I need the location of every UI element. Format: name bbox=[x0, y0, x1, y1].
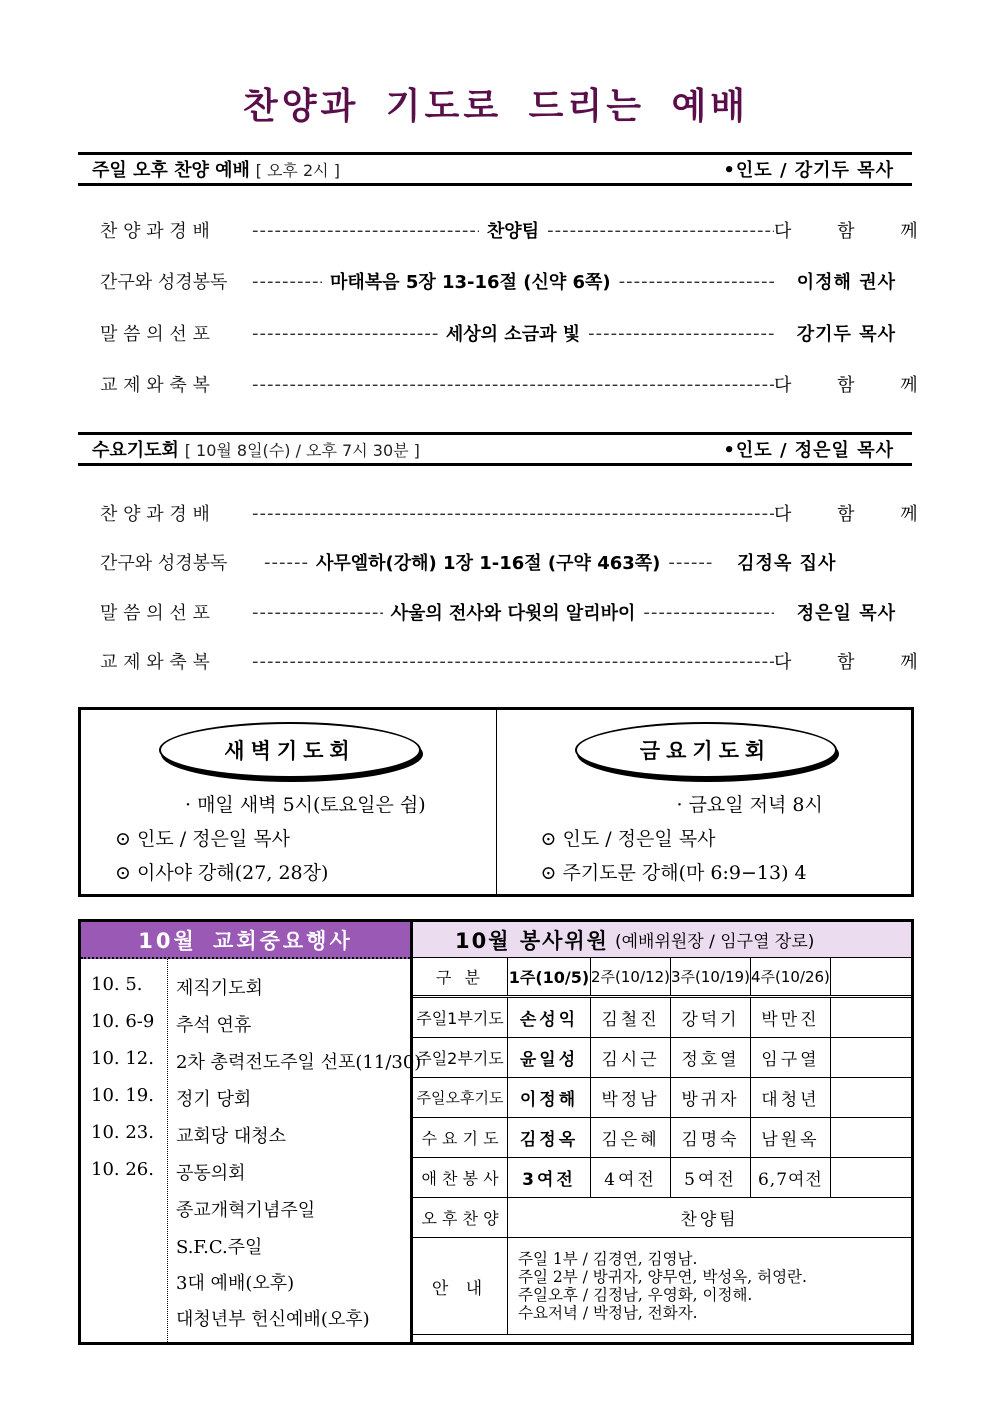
event-text: 대청년부 헌신예배(오후) bbox=[176, 1309, 370, 1330]
table-row bbox=[413, 1198, 911, 1238]
event-date: 10. 5. bbox=[91, 974, 143, 995]
table-header-row bbox=[413, 958, 911, 997]
leader-dots bbox=[252, 503, 774, 524]
order-person: 이정해 권사 bbox=[796, 272, 896, 293]
volunteer-cell: 박정남 bbox=[591, 1078, 671, 1118]
order-person: 다 함 께 bbox=[774, 375, 938, 396]
column-header: 4주(10/26) bbox=[750, 958, 830, 997]
column-header: 1주(10/5) bbox=[508, 958, 591, 997]
volunteer-cell: 이정해 bbox=[508, 1078, 591, 1118]
friday-prayer-item: ⊙ 주기도문 강해(마 6:9−13) 4 bbox=[540, 862, 807, 884]
volunteer-cell: 6,7여전 bbox=[750, 1158, 830, 1198]
volunteer-cell bbox=[830, 1118, 911, 1158]
event-text: 3대 예배(오후) bbox=[176, 1273, 295, 1294]
dawn-prayer-item: ⊙ 인도 / 정은일 목사 bbox=[115, 828, 290, 850]
volunteer-cell: 3여전 bbox=[508, 1158, 591, 1198]
volunteer-cell bbox=[830, 1158, 911, 1198]
volunteer-cell: 임구열 bbox=[750, 1038, 830, 1078]
friday-prayer-item: ⊙ 인도 / 정은일 목사 bbox=[540, 828, 716, 850]
event-date: 10. 26. bbox=[91, 1159, 154, 1180]
table-row bbox=[413, 1038, 911, 1078]
leader-dots bbox=[547, 220, 774, 241]
event-text: 공동의회 bbox=[176, 1163, 246, 1184]
event-text: 제직기도회 bbox=[176, 978, 263, 999]
column-header: 2주(10/12) bbox=[591, 958, 671, 997]
order-row bbox=[100, 266, 896, 296]
volunteer-cell: 찬양팀 bbox=[508, 1198, 912, 1238]
order-label: 찬 양 과 경 배 bbox=[100, 504, 210, 525]
volunteer-cell: 강덕기 bbox=[670, 997, 750, 1038]
leader-dots bbox=[252, 323, 438, 344]
leader-dots bbox=[643, 602, 774, 623]
table-row bbox=[413, 1078, 911, 1118]
role-cell: 애 찬 봉 사 bbox=[413, 1158, 508, 1198]
event-text: 종교개혁기념주일 bbox=[176, 1200, 316, 1221]
order-person: 다 함 께 bbox=[774, 504, 938, 525]
table-row bbox=[413, 1158, 911, 1198]
leader-dots bbox=[252, 374, 774, 395]
event-text: S.F.C.주일 bbox=[176, 1237, 263, 1258]
volunteers-subtitle: (예배위원장 / 임구열 장로) bbox=[614, 932, 815, 952]
volunteer-cell: 김철진 bbox=[591, 997, 671, 1038]
service-name: 수요기도회 bbox=[92, 440, 179, 461]
service-leader: •인도 / 정은일 목사 bbox=[723, 440, 894, 461]
volunteer-cell bbox=[830, 997, 911, 1038]
order-row bbox=[100, 498, 938, 528]
order-label: 교 제 와 축 복 bbox=[100, 375, 210, 396]
leader-dots bbox=[264, 552, 308, 573]
column-divider bbox=[167, 959, 168, 1342]
role-cell: 수 요 기 도 bbox=[413, 1118, 508, 1158]
table-row bbox=[413, 1238, 911, 1335]
order-content: 세상의 소금과 빛 bbox=[445, 324, 581, 345]
role-cell: 오 후 찬 양 bbox=[413, 1198, 508, 1238]
order-label: 교 제 와 축 복 bbox=[100, 652, 210, 673]
volunteer-cell bbox=[830, 1038, 911, 1078]
event-date: 10. 23. bbox=[91, 1122, 154, 1143]
order-label: 찬 양 과 경 배 bbox=[100, 221, 210, 242]
role-cell: 주일오후기도 bbox=[413, 1078, 508, 1118]
order-row bbox=[100, 369, 938, 399]
order-row bbox=[100, 215, 938, 245]
volunteer-cell: 김명숙 bbox=[670, 1118, 750, 1158]
volunteer-cell: 남원옥 bbox=[750, 1118, 830, 1158]
leader-dots bbox=[252, 651, 774, 672]
service-leader: •인도 / 강기두 목사 bbox=[723, 160, 894, 181]
friday-prayer-panel bbox=[497, 710, 912, 894]
order-content: 마태복음 5장 13-16절 (신약 6쪽) bbox=[330, 272, 611, 293]
volunteers-panel bbox=[413, 922, 911, 1342]
order-content: 찬양팀 bbox=[486, 221, 540, 242]
order-content: 사무엘하(강해) 1장 1-16절 (구약 463쪽) bbox=[316, 553, 661, 574]
volunteer-cell: 정호열 bbox=[670, 1038, 750, 1078]
table-row bbox=[413, 1118, 911, 1158]
page-title: 찬양과 기도로 드리는 예배 bbox=[242, 86, 750, 127]
order-person: 강기두 목사 bbox=[796, 324, 896, 345]
volunteer-cell: 4여전 bbox=[591, 1158, 671, 1198]
volunteers-table bbox=[413, 958, 911, 1335]
guide-line: 수요저녁 / 박정남, 전화자. bbox=[518, 1304, 698, 1322]
order-label: 말 씀 의 선 포 bbox=[100, 603, 210, 624]
guide-cell bbox=[508, 1238, 912, 1335]
event-date: 10. 6-9 bbox=[91, 1011, 155, 1032]
volunteer-cell: 방귀자 bbox=[670, 1078, 750, 1118]
prayer-meetings-box bbox=[78, 707, 914, 897]
volunteer-cell bbox=[830, 1078, 911, 1118]
order-label: 말 씀 의 선 포 bbox=[100, 324, 210, 345]
event-text: 교회당 대청소 bbox=[176, 1126, 287, 1147]
order-label: 간구와 성경봉독 bbox=[100, 272, 228, 293]
sunday-service-header bbox=[78, 152, 912, 186]
order-row bbox=[100, 646, 938, 676]
volunteer-cell: 박만진 bbox=[750, 997, 830, 1038]
guide-line: 주일 2부 / 방귀자, 양무연, 박성옥, 허영란. bbox=[518, 1268, 807, 1286]
leader-dots bbox=[252, 271, 322, 292]
friday-prayer-time: · 금요일 저녁 8시 bbox=[676, 794, 823, 816]
events-header: 10월 교회중요행사 bbox=[81, 922, 410, 959]
role-cell: 주일1부기도 bbox=[413, 997, 508, 1038]
volunteer-cell: 김시근 bbox=[591, 1038, 671, 1078]
dawn-prayer-item: ⊙ 이사야 강해(27, 28장) bbox=[115, 862, 329, 884]
role-cell: 안 내 bbox=[413, 1238, 508, 1335]
order-content: 사울의 전사와 다윗의 알리바이 bbox=[390, 603, 636, 624]
volunteer-cell: 5여전 bbox=[670, 1158, 750, 1198]
column-header: 3주(10/19) bbox=[670, 958, 750, 997]
order-person: 김정옥 집사 bbox=[737, 553, 837, 574]
event-date: 10. 12. bbox=[91, 1048, 154, 1069]
order-person: 다 함 께 bbox=[774, 221, 938, 242]
service-time: [ 오후 2시 ] bbox=[255, 161, 340, 180]
event-text: 정기 당회 bbox=[176, 1089, 252, 1110]
volunteer-cell: 윤일성 bbox=[508, 1038, 591, 1078]
volunteer-cell: 김정옥 bbox=[508, 1118, 591, 1158]
volunteer-cell: 대청년 bbox=[750, 1078, 830, 1118]
order-row bbox=[100, 547, 896, 577]
column-header bbox=[830, 958, 911, 997]
order-row bbox=[100, 597, 896, 627]
leader-dots bbox=[588, 323, 774, 344]
wednesday-service-header bbox=[78, 432, 912, 466]
order-label: 간구와 성경봉독 bbox=[100, 553, 228, 574]
service-name: 주일 오후 찬양 예배 bbox=[92, 160, 250, 181]
volunteers-title: 10월 봉사위원 bbox=[455, 928, 609, 953]
dawn-prayer-time: · 매일 새벽 5시(토요일은 쉼) bbox=[185, 794, 426, 816]
column-header: 구 분 bbox=[413, 958, 508, 997]
order-person: 다 함 께 bbox=[774, 652, 938, 673]
dawn-prayer-title: 새벽기도회 bbox=[159, 722, 421, 778]
order-row bbox=[100, 318, 896, 348]
volunteer-cell: 손성익 bbox=[508, 997, 591, 1038]
order-person: 정은일 목사 bbox=[796, 603, 896, 624]
event-text: 추석 연휴 bbox=[176, 1015, 252, 1036]
friday-prayer-title: 금요기도회 bbox=[575, 722, 837, 778]
volunteer-cell: 김은혜 bbox=[591, 1118, 671, 1158]
leader-dots bbox=[619, 271, 774, 292]
service-time: [ 10월 8일(수) / 오후 7시 30분 ] bbox=[184, 441, 420, 460]
event-date: 10. 19. bbox=[91, 1085, 154, 1106]
events-panel bbox=[81, 922, 422, 1342]
guide-line: 주일 1부 / 김경연, 김영남. bbox=[518, 1250, 698, 1268]
bottom-tables bbox=[78, 919, 914, 1345]
leader-dots bbox=[252, 220, 479, 241]
role-cell: 주일2부기도 bbox=[413, 1038, 508, 1078]
guide-line: 주일오후 / 김정남, 우영화, 이정해. bbox=[518, 1286, 753, 1304]
volunteers-header bbox=[413, 922, 911, 958]
dawn-prayer-panel bbox=[81, 710, 497, 894]
event-text: 2차 총력전도주일 선포(11/30) bbox=[176, 1052, 422, 1073]
leader-dots bbox=[668, 552, 714, 573]
leader-dots bbox=[252, 602, 383, 623]
table-row bbox=[413, 997, 911, 1038]
